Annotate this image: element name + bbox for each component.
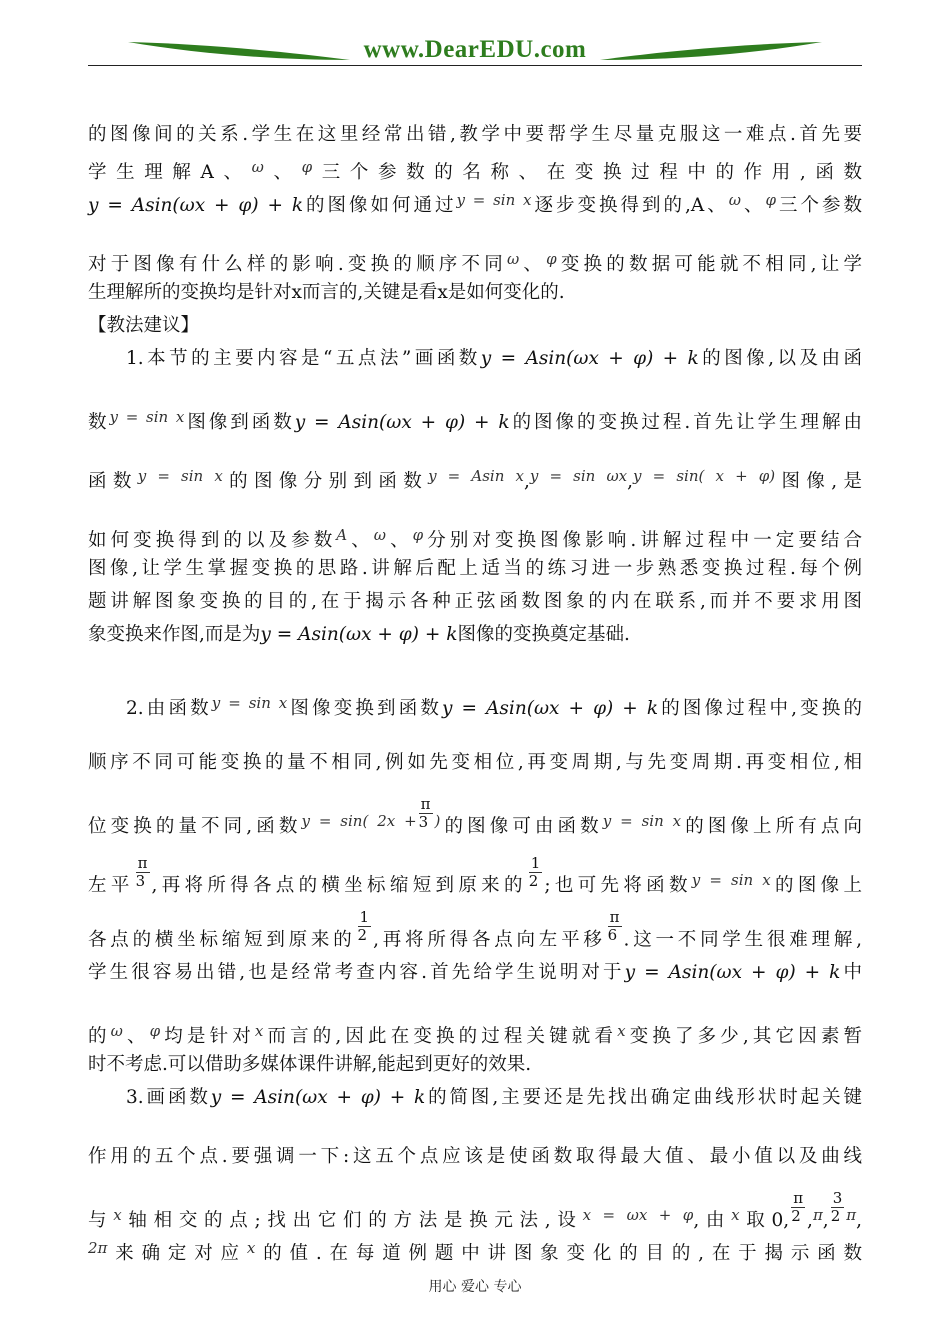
text-line: 学生理解A、$^\omega$、$^\varphi$三个参数的名称、在变换过程中的作用,函数	[88, 158, 862, 183]
text-line: 如何变换得到的以及参数$^A$、$^\omega$、$^\varphi$分别对变换图像影响.讲解过程中一定要结合	[88, 526, 862, 551]
header-rule	[88, 65, 862, 66]
text-line: 的$^\omega$、$^\varphi$均是针对$^x$而言的,因此在变换的过程关键就看$^x$变换了多少,其它因素暂	[88, 1022, 862, 1047]
formula: y = Asin(ωx + φ) + k	[88, 195, 304, 216]
text-line: 3.画函数y = Asin(ωx + φ) + k的简图,主要还是先找出确定曲线形状时起关键	[126, 1087, 863, 1108]
article-body	[88, 118, 862, 1265]
text-line: y = Asin(ωx + φ) + k的图像如何通过$^{y = sin x}$逐步变换得到的,A、$^\omega$、$^\varphi$三个参数	[88, 191, 862, 216]
text-line: 函数$^{y = sin x}$的图像分别到函数$^{y = Asin x}$,$^{y = sin \omega x}$,$^{y = sin( x + \varphi)}$图像,是	[88, 467, 862, 492]
site-name[interactable]: www.DearEDU.com	[363, 36, 587, 63]
text-line: 左平 $\frac{\pi}{3}$ ,再将所得各点的横坐标缩短到原来的 $\frac{1}{2}$ ;也可先将函数$^{y = sin x}$的图像上	[88, 853, 862, 896]
text-line: 2.由函数$^{y = sin x}$图像变换到函数y = Asin(ωx + φ) + k的图像过程中,变换的	[126, 694, 863, 719]
text-line: 生理解所的变换均是针对x而言的,关键是看x是如何变化的.	[88, 282, 565, 303]
text-line: 顺序不同可能变换的量不相同,例如先变相位,再变周期,与先变周期.再变相位,相	[88, 752, 862, 773]
site-header	[88, 30, 862, 76]
text-line: 数$^{y = sin x}$图像到函数y = Asin(ωx + φ) + k的图像的变换过程.首先让学生理解由	[88, 408, 862, 433]
text-line: 作用的五个点.要强调一下:这五个点应该是使函数取得最大值、最小值以及曲线	[88, 1146, 862, 1167]
text-line: 各点的横坐标缩短到原来的 $\frac{1}{2}$ ,再将所得各点向左平移 $\frac{\pi}{6}$ .这一不同学生很难理解,	[88, 908, 862, 951]
text-line: 对于图像有什么样的影响.变换的顺序不同$^\omega$、$^\varphi$变换的数据可能就不相同,让学	[88, 250, 862, 275]
text-line: 与$^x$轴相交的点;找出它们的方法是换元法,设$^{x = \omega x + \varphi}$,由$^x$取0, $\frac{\pi}{2}$ ,$^\pi$, $\frac{3}{2}$ $^\pi$,	[88, 1188, 862, 1231]
text-line: 的图像间的关系.学生在这里经常出错,教学中要帮学生尽量克服这一难点.首先要	[88, 124, 862, 145]
section-heading: 【教法建议】	[88, 315, 200, 336]
text-line: 学生很容易出错,也是经常考查内容.首先给学生说明对于y = Asin(ωx + φ) + k中	[88, 962, 863, 983]
text-line: 题讲解图象变换的目的,在于揭示各种正弦函数图象的内在联系,而并不要求用图	[88, 591, 862, 612]
text-line: 1.本节的主要内容是“五点法”画函数y = Asin(ωx + φ) + k的图像,以及由函	[126, 348, 862, 369]
page-footer: 用心 爱心 专心	[428, 1279, 522, 1295]
text-line: $^{2\pi}$来确定对应$^x$的值.在每道例题中讲图象变化的目的,在于揭示函数	[88, 1239, 862, 1264]
text-line: 图像,让学生掌握变换的思路.讲解后配上适当的练习进一步熟悉变换过程.每个例	[88, 558, 862, 579]
text-line: 时不考虑.可以借助多媒体课件讲解,能起到更好的效果.	[88, 1054, 532, 1075]
text-line: 位变换的量不同,函数$^{y = sin( 2x +}$ $\frac{\pi}{3}$ )的图像可由函数$^{y = sin x}$的图像上所有点向	[88, 794, 862, 837]
text-line: 象变换来作图,而是为y = Asin(ωx + φ) + k图像的变换奠定基础.	[88, 624, 630, 645]
